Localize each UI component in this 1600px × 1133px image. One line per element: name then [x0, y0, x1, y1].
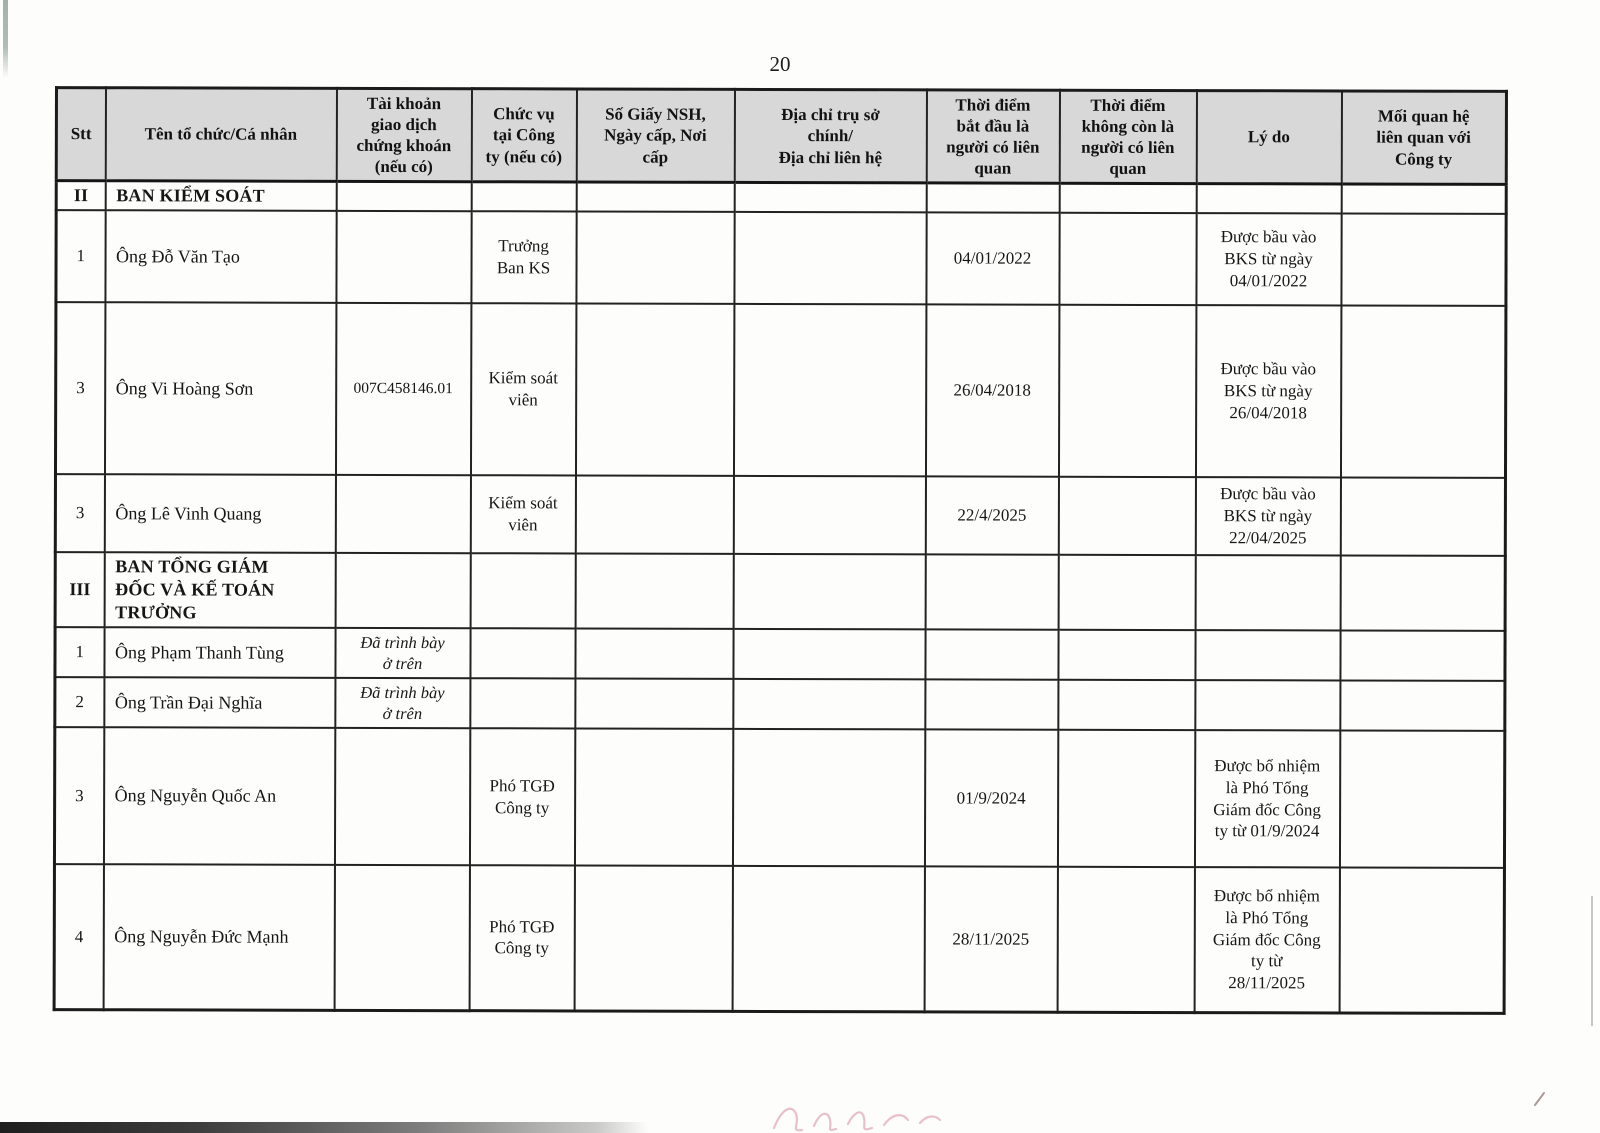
cell-name: Ông Lê Vinh Quang	[104, 474, 335, 553]
cell-end-date	[1057, 867, 1194, 1012]
cell-address	[733, 304, 925, 477]
col-header-reason: Lý do	[1196, 91, 1341, 184]
cell-stt: 1	[56, 210, 105, 302]
cell-address	[733, 476, 925, 555]
cell-reason: Được bầu vào BKS từ ngày 04/01/2022	[1196, 213, 1341, 305]
cell-name: Ông Nguyễn Quốc An	[103, 727, 334, 865]
cell-id	[575, 553, 733, 629]
cell-start-date	[926, 183, 1059, 213]
cell-start-date: 04/01/2022	[926, 212, 1059, 304]
cell-reason	[1196, 184, 1341, 214]
cell-position: Phó TGĐ Công ty	[469, 728, 574, 865]
cell-reason	[1195, 555, 1340, 630]
cell-reason	[1195, 630, 1340, 680]
cell-reason: Được bầu vào BKS từ ngày 26/04/2018	[1195, 305, 1340, 477]
cell-account	[335, 553, 470, 628]
table-row-do-van-tao	[56, 210, 1506, 306]
cell-name: Ông Nguyễn Đức Mạnh	[103, 864, 334, 1010]
stray-pen-tick	[1532, 1090, 1548, 1108]
cell-start-date	[925, 680, 1058, 730]
cell-address	[733, 629, 925, 680]
cell-account: Đã trình bày ở trên	[335, 628, 470, 678]
cell-stt: III	[55, 552, 104, 627]
table-row-nguyen-duc-manh	[54, 864, 1504, 1013]
cell-position	[470, 553, 575, 628]
col-header-name: Tên tổ chức/Cá nhân	[105, 88, 336, 182]
cell-start-date: 28/11/2025	[924, 867, 1057, 1012]
cell-reason: Được bổ nhiệm là Phó Tổng Giám đốc Công ty từ 28/11/2025	[1194, 867, 1339, 1012]
cell-stt: 3	[54, 727, 103, 864]
cell-stt: 4	[54, 864, 103, 1009]
cell-reason	[1195, 680, 1340, 730]
table-row-tran-dai-nghia	[55, 677, 1505, 731]
cell-id	[575, 303, 733, 475]
cell-relation	[1340, 681, 1505, 731]
cell-account	[336, 211, 471, 303]
cell-relation	[1341, 213, 1506, 305]
cell-start-date: 01/9/2024	[924, 730, 1057, 867]
scan-edge-artifact-left	[3, 0, 8, 78]
col-header-position: Chức vụ tại Công ty (nếu có)	[471, 89, 576, 182]
table-header	[56, 88, 1506, 185]
cell-end-date	[1057, 730, 1194, 867]
cell-reason: Được bầu vào BKS từ ngày 22/04/2025	[1195, 477, 1340, 555]
cell-position: Kiểm soát viên	[470, 475, 575, 553]
cell-relation	[1340, 305, 1505, 477]
scan-edge-artifact-bottom	[0, 1122, 648, 1133]
cell-position	[471, 182, 576, 212]
cell-end-date	[1058, 477, 1195, 555]
cell-stt: 2	[55, 677, 104, 727]
cell-position: Kiểm soát viên	[470, 303, 575, 475]
cell-address	[733, 554, 925, 630]
cell-end-date	[1059, 183, 1196, 213]
cell-id	[575, 475, 733, 553]
cell-id	[574, 729, 732, 866]
cell-end-date	[1058, 555, 1195, 630]
cell-address	[732, 866, 924, 1012]
col-header-relation: Mối quan hệ liên quan với Công ty	[1341, 91, 1506, 184]
cell-end-date	[1059, 213, 1196, 305]
cell-relation	[1340, 477, 1505, 555]
cell-end-date	[1058, 630, 1195, 680]
cell-relation	[1340, 631, 1505, 681]
cell-id	[576, 211, 734, 303]
cell-start-date: 26/04/2018	[925, 304, 1058, 476]
cell-end-date	[1058, 305, 1195, 477]
cell-section-title: BAN TỔNG GIÁM ĐỐC VÀ KẾ TOÁN TRƯỞNG	[104, 552, 335, 628]
header-row	[56, 88, 1506, 185]
cell-stt: 3	[55, 302, 104, 474]
cell-account: Đã trình bày ở trên	[335, 678, 470, 728]
cell-account	[334, 865, 469, 1010]
handwriting-ink-mark	[762, 1090, 952, 1133]
related-persons-table	[53, 86, 1508, 1014]
cell-stt: 3	[55, 474, 104, 552]
col-header-account: Tài khoản giao dịch chứng khoán (nếu có)	[336, 88, 471, 181]
cell-id	[575, 629, 733, 679]
cell-name: Ông Đỗ Văn Tạo	[105, 210, 336, 303]
cell-address	[734, 182, 926, 212]
section-row-ban-tong-giam-doc	[55, 552, 1505, 631]
cell-relation	[1340, 555, 1505, 631]
cell-position: Phó TGĐ Công ty	[469, 865, 574, 1010]
cell-name: Ông Phạm Thanh Tùng	[104, 627, 335, 678]
col-header-start-date: Thời điểm bắt đầu là người có liên quan	[926, 90, 1059, 183]
cell-position	[470, 678, 575, 728]
section-row-ban-kiem-soat	[56, 181, 1506, 214]
cell-account	[335, 475, 470, 553]
cell-start-date	[925, 554, 1058, 629]
cell-end-date	[1058, 680, 1195, 730]
cell-relation	[1339, 731, 1504, 868]
cell-start-date	[925, 630, 1058, 680]
table-row-le-vinh-quang	[55, 474, 1505, 556]
cell-id	[574, 866, 732, 1011]
cell-name: Ông Trần Đại Nghĩa	[104, 677, 335, 728]
table-body	[54, 181, 1506, 1013]
table-row-vi-hoang-son	[55, 302, 1505, 478]
cell-id	[576, 182, 734, 212]
col-header-stt: Stt	[56, 88, 105, 181]
cell-address	[732, 729, 924, 867]
cell-position	[470, 628, 575, 678]
col-header-end-date: Thời điểm không còn là người có liên quan	[1059, 90, 1196, 183]
col-header-address: Địa chỉ trụ sở chính/ Địa chỉ liên hệ	[734, 89, 926, 183]
cell-name: Ông Vi Hoàng Sơn	[104, 302, 335, 475]
cell-id	[575, 679, 733, 729]
cell-section-title: BAN KIỂM SOÁT	[105, 181, 336, 211]
table-row-pham-thanh-tung	[55, 627, 1505, 681]
page-number: 20	[769, 52, 791, 76]
cell-address	[733, 679, 925, 730]
cell-relation	[1339, 868, 1504, 1013]
cell-position: Trưởng Ban KS	[471, 211, 576, 303]
cell-account: 007C458146.01	[335, 303, 470, 475]
cell-start-date: 22/4/2025	[925, 476, 1058, 554]
cell-account	[336, 181, 471, 211]
cell-address	[734, 212, 926, 305]
table-row-nguyen-quoc-an	[54, 727, 1504, 868]
cell-account	[334, 728, 469, 865]
related-persons-table-wrap	[53, 86, 1508, 1014]
cell-stt: II	[56, 181, 105, 211]
scan-edge-artifact-right	[1591, 896, 1593, 1026]
cell-reason: Được bổ nhiệm là Phó Tổng Giám đốc Công ty từ 01/9/2024	[1194, 730, 1339, 867]
col-header-id: Số Giấy NSH, Ngày cấp, Nơi cấp	[576, 89, 734, 182]
cell-relation	[1341, 184, 1506, 214]
cell-stt: 1	[55, 627, 104, 677]
